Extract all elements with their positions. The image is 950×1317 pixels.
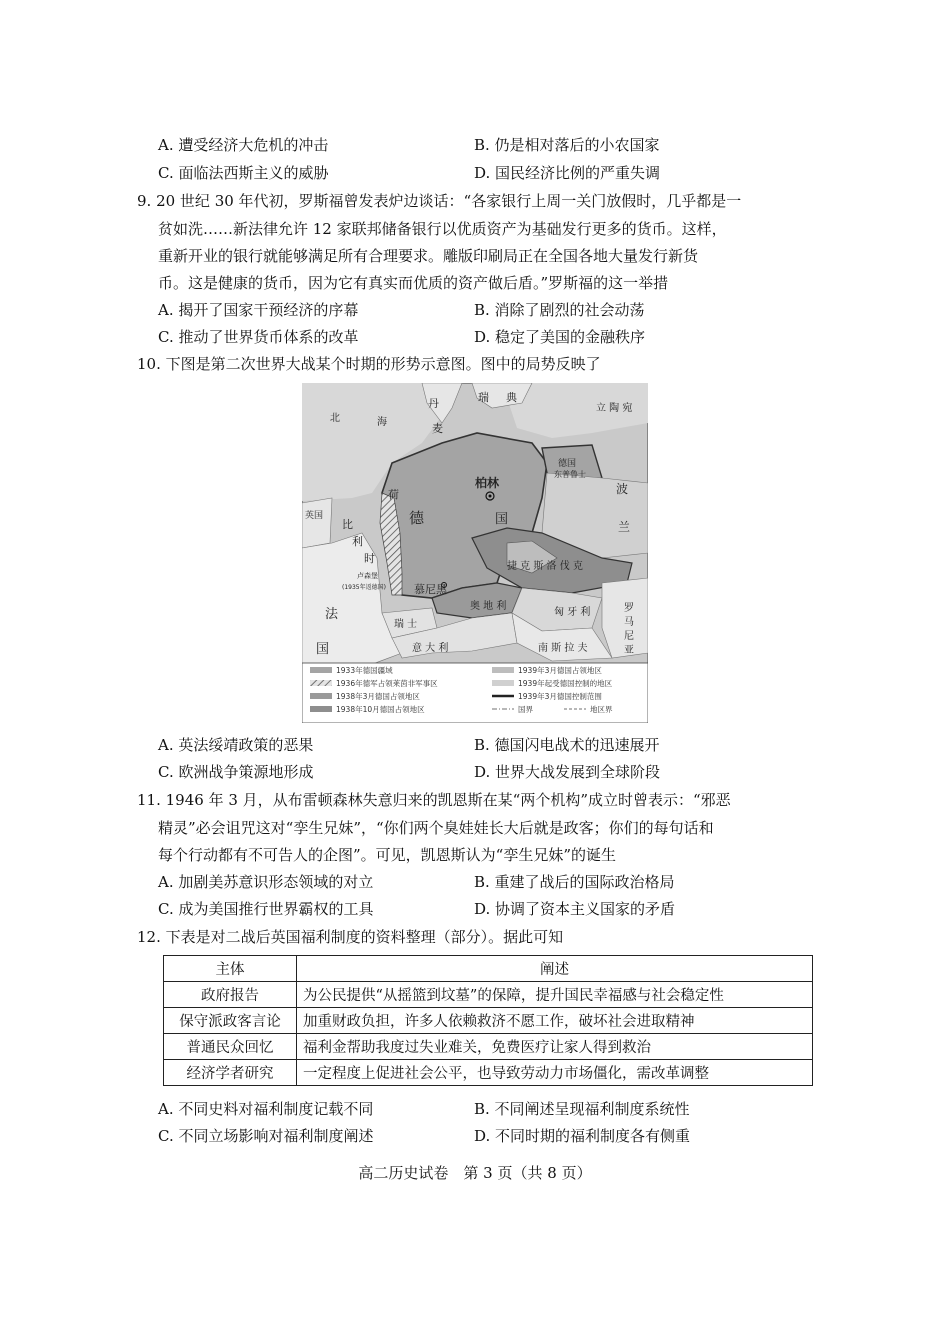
label-luxembourg: 卢森堡 bbox=[357, 572, 378, 580]
q11-stem-line2: 精灵”必会诅咒这对“孪生兄妹”，“你们两个臭娃娃长大后就是政客；你们的每句话和 bbox=[158, 819, 714, 837]
berlin-marker-dot bbox=[489, 495, 492, 498]
legend-swatch-1938-3 bbox=[310, 693, 332, 699]
q12-option-a: A. 不同史料对福利制度记载不同 bbox=[158, 1100, 374, 1118]
label-netherlands: 荷 bbox=[388, 488, 399, 501]
uk-region bbox=[302, 498, 332, 548]
label-france-1: 法 bbox=[325, 607, 339, 622]
q10-option-b: B. 德国闪电战术的迅速展开 bbox=[474, 736, 660, 754]
table-row bbox=[164, 1060, 813, 1086]
q9-option-d: D. 稳定了美国的金融秩序 bbox=[474, 328, 646, 346]
table-row bbox=[164, 1008, 813, 1034]
welfare-table bbox=[163, 955, 813, 1086]
label-germany-2: 国 bbox=[495, 512, 509, 527]
q9-stem-line4: 币。这是健康的货币，因为它有真实而优质的资产做后盾。”罗斯福的这一举措 bbox=[158, 274, 669, 292]
table-cell-statement: 福利金帮助我度过失业难关，免费医疗让家人得到救治 bbox=[297, 1034, 813, 1060]
q12-option-b: B. 不同阐述呈现福利制度系统性 bbox=[474, 1100, 690, 1118]
q11-stem-line3: 每个行动都有不可告人的企图”。可见，凯恩斯认为“孪生兄妹”的诞生 bbox=[158, 846, 617, 864]
label-east-prussia-2: 东普鲁士 bbox=[554, 470, 586, 479]
label-munich: 慕尼黑 bbox=[414, 583, 447, 596]
label-switzerland: 瑞 士 bbox=[394, 619, 418, 630]
q10-stem: 10. 下图是第二次世界大战某个时期的形势示意图。图中的局势反映了 bbox=[137, 355, 601, 373]
label-romania-4: 亚 bbox=[624, 645, 634, 656]
table-header-subject: 主体 bbox=[164, 956, 297, 982]
q9-stem-line1: 9. 20 世纪 30 年代初，罗斯福曾发表炉边谈话：“各家银行上周一关门放假时，几乎都是一 bbox=[137, 192, 742, 210]
q8-option-a: A. 遭受经济大危机的冲击 bbox=[158, 136, 329, 154]
label-north-sea-2: 海 bbox=[377, 417, 387, 428]
table-header-statement: 阐述 bbox=[297, 956, 813, 982]
label-east-prussia-1: 德国 bbox=[558, 459, 577, 469]
q11-option-a: A. 加剧美苏意识形态领域的对立 bbox=[158, 873, 374, 891]
q11-option-d: D. 协调了资本主义国家的矛盾 bbox=[474, 900, 676, 918]
legend-1938-3: 1938年3月德国占领地区 bbox=[336, 692, 420, 701]
label-belgium-3: 时 bbox=[364, 552, 375, 565]
label-romania-1: 罗 bbox=[624, 603, 634, 614]
label-belgium-2: 利 bbox=[352, 535, 363, 548]
legend-swatch-1936 bbox=[310, 680, 332, 686]
legend-swatch-1933 bbox=[310, 667, 332, 673]
q12-option-d: D. 不同时期的福利制度各有侧重 bbox=[474, 1127, 691, 1145]
q11-option-c: C. 成为美国推行世界霸权的工具 bbox=[158, 900, 374, 918]
table-cell-subject: 经济学者研究 bbox=[164, 1060, 297, 1086]
label-czechoslovakia: 捷 克 斯 洛 伐 克 bbox=[507, 561, 583, 572]
q11-option-b: B. 重建了战后的国际政治格局 bbox=[474, 873, 675, 891]
legend-swatch-1939-3 bbox=[492, 667, 514, 673]
legend-1939-control: 1939年起受德国控制的地区 bbox=[518, 679, 613, 688]
q9-stem-line2: 贫如洗……新法律允许 12 家联邦储备银行以优质资产为基础发行更多的货币。这样， bbox=[158, 220, 727, 238]
label-denmark-2: 麦 bbox=[432, 422, 443, 435]
legend-region: 地区界 bbox=[590, 705, 613, 714]
label-uk: 英国 bbox=[305, 511, 324, 521]
label-sweden-2: 典 bbox=[506, 391, 517, 404]
q9-option-b: B. 消除了剧烈的社会动荡 bbox=[474, 301, 645, 319]
q12-stem: 12. 下表是对二战后英国福利制度的资料整理（部分）。据此可知 bbox=[137, 928, 564, 946]
table-row bbox=[164, 982, 813, 1008]
table-header-row bbox=[164, 956, 813, 982]
ww2-situation-map bbox=[302, 383, 648, 723]
q10-option-d: D. 世界大战发展到全球阶段 bbox=[474, 763, 661, 781]
q11-stem-line1: 11. 1946 年 3 月，从布雷顿森林失意归来的凯恩斯在某“两个机构”成立时曾表示：“邪恶 bbox=[137, 791, 731, 809]
label-north-sea-1: 北 bbox=[330, 413, 340, 424]
label-poland-1: 波 bbox=[616, 482, 629, 496]
label-austria: 奥 地 利 bbox=[470, 601, 507, 612]
legend-1939-range: 1939年3月德国控制范围 bbox=[518, 692, 602, 701]
legend-border: 国界 bbox=[518, 705, 533, 714]
label-romania-2: 马 bbox=[624, 617, 634, 628]
page-footer: 高二历史试卷 第 3 页（共 8 页） bbox=[358, 1164, 592, 1182]
q9-option-a: A. 揭开了国家干预经济的序幕 bbox=[158, 301, 359, 319]
label-sweden-1: 瑞 bbox=[478, 391, 489, 404]
table-cell-subject: 保守派政客言论 bbox=[164, 1008, 297, 1034]
q8-option-c: C. 面临法西斯主义的威胁 bbox=[158, 164, 329, 182]
q12-option-c: C. 不同立场影响对福利制度阐述 bbox=[158, 1127, 374, 1145]
label-lithuania: 立 陶 宛 bbox=[596, 403, 633, 414]
label-berlin: 柏林 bbox=[475, 476, 500, 490]
table-cell-statement: 一定程度上促进社会公平，也导致劳动力市场僵化，需改革调整 bbox=[297, 1060, 813, 1086]
table-cell-statement: 为公民提供“从摇篮到坟墓”的保障，提升国民幸福感与社会稳定性 bbox=[297, 982, 813, 1008]
q8-option-b: B. 仍是相对落后的小农国家 bbox=[474, 136, 660, 154]
label-denmark-1: 丹 bbox=[428, 397, 439, 410]
legend-1938-10: 1938年10月德国占领地区 bbox=[336, 705, 425, 714]
label-saar: (1935年返德国) bbox=[342, 584, 386, 591]
label-romania-3: 尼 bbox=[624, 631, 634, 642]
table-cell-subject: 普通民众回忆 bbox=[164, 1034, 297, 1060]
legend-swatch-1938-10 bbox=[310, 706, 332, 712]
table-cell-subject: 政府报告 bbox=[164, 982, 297, 1008]
q8-option-d: D. 国民经济比例的严重失调 bbox=[474, 164, 661, 182]
q9-stem-line3: 重新开业的银行就能够满足所有合理要求。雕版印刷局正在全国各地大量发行新货 bbox=[158, 247, 699, 265]
label-france-2: 国 bbox=[316, 642, 330, 657]
q10-option-a: A. 英法绥靖政策的恶果 bbox=[158, 736, 314, 754]
table-cell-statement: 加重财政负担，许多人依赖救济不愿工作，破坏社会进取精神 bbox=[297, 1008, 813, 1034]
table-row bbox=[164, 1034, 813, 1060]
label-belgium-1: 比 bbox=[342, 518, 353, 531]
label-italy: 意 大 利 bbox=[412, 643, 449, 654]
q10-option-c: C. 欧洲战争策源地形成 bbox=[158, 763, 314, 781]
legend-1936: 1936年德军占领莱茵非军事区 bbox=[336, 679, 438, 688]
q9-option-c: C. 推动了世界货币体系的改革 bbox=[158, 328, 359, 346]
label-yugoslavia: 南 斯 拉 夫 bbox=[538, 643, 588, 654]
legend-1939-3: 1939年3月德国占领地区 bbox=[518, 666, 602, 675]
legend-1933: 1933年德国疆域 bbox=[336, 666, 393, 675]
label-poland-2: 兰 bbox=[618, 520, 631, 534]
label-germany-1: 德 bbox=[409, 509, 425, 527]
legend-swatch-1939-control bbox=[492, 680, 514, 686]
label-hungary: 匈 牙 利 bbox=[554, 607, 591, 618]
